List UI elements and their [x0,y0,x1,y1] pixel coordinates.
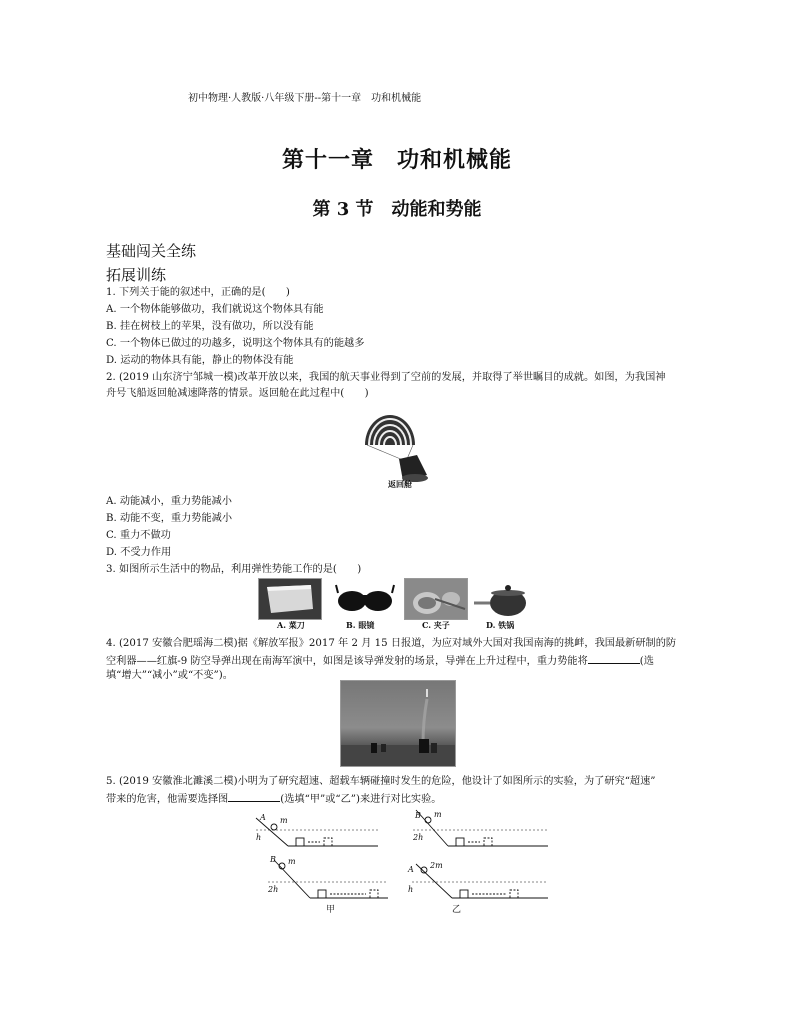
q5-stem-line1: 5. (2019 安徽淮北濉溪二模)小明为了研究超速、超载车辆碰撞时发生的危险，他设计了如图所示的实验，为了研究“超速” [106,776,656,787]
q4-answer-blank[interactable] [588,653,640,664]
label-m-1: m [280,816,288,825]
wok-image [471,578,533,620]
label-b-2: B [270,855,276,864]
missile-launch-icon [341,681,455,766]
q1-option-a: A. 一个物体能够做功，我们就说这个物体具有能 [106,304,324,315]
q1-option-c: C. 一个物体已做过的功越多，说明这个物体具有的能越多 [106,338,365,349]
sunglasses-icon [334,579,396,619]
page-header: 初中物理·人教版·八年级下册--第十一章 功和机械能 [188,93,422,104]
q1-stem: 1. 下列关于能的叙述中，正确的是( ) [106,287,290,298]
q3-caption-d: D. 铁锅 [486,620,515,630]
q2-stem-line2: 舟号飞船返回舱减速降落的情景。返回舱在此过程中( ) [106,388,369,399]
label-m-2: m [434,810,442,819]
section-title: 第 3 节 动能和势能 [312,199,482,220]
return-capsule-icon [399,455,428,482]
label-yi: 乙 [452,905,462,915]
q1-option-b: B. 挂在树枝上的苹果，没有做功，所以没有能 [106,321,314,332]
missile-launch-image [340,680,456,767]
q3-caption-a: A. 菜刀 [277,620,305,630]
chapter-title: 第十一章 功和机械能 [281,147,512,173]
q4-stem-line2-tail: (选 [639,656,654,667]
part-basic-practice: 基础闯关全练 [106,242,197,260]
capsule-figure [355,405,445,490]
clip-icon [405,579,467,619]
q5-stem-line2-tail: (选填“甲”或“乙”)来进行对比实验。 [280,794,442,805]
q4-stem-line3: 填“增大”“减小”或“不变”)。 [106,670,233,681]
label-h-2: h [408,885,414,894]
label-2m: 2m [430,861,443,870]
q4-stem-line1: 4. (2017 安徽合肥瑶海二模)据《解放军报》2017 年 2 月 15 日报道，为应对域外大国对我国南海的挑衅，我国最新研制的防 [106,638,677,649]
q2-stem-line1: 2. (2019 山东济宁邹城一模)改革开放以来，我国的航天事业得到了空前的发展，并取得了举世瞩目的成就。如图，为我国神 [106,372,666,383]
label-jia: 甲 [326,905,336,915]
label-a: A [260,813,266,822]
kitchen-knife-image [258,578,322,620]
clip-image [404,578,468,620]
q4-stem-line2 [106,653,654,669]
q2-option-b: B. 动能不变，重力势能减小 [106,513,233,524]
q2-option-d: D. 不受力作用 [106,547,172,558]
label-2h-1: 2h [413,833,424,842]
label-b-1: B [415,811,421,820]
q5-stem-line2-text: 带来的危害，他需要选择图 [106,794,229,805]
q1-option-d: D. 运动的物体具有能，静止的物体没有能 [106,355,294,366]
part-extension-training: 拓展训练 [106,266,167,284]
q3-stem: 3. 如图所示生活中的物品，利用弹性势能工作的是( ) [106,564,362,575]
q5-stem-line2 [106,791,441,807]
q4-stem-line2-text: 空利器——红旗-9 防空导弹出现在南海军演中，如图是该导弹发射的场景，导弹在上升过程中，重力势能将 [106,656,588,667]
experiment-diagram [248,808,568,918]
label-a-2: A [408,865,414,874]
label-h: h [256,833,262,842]
q2-option-a: A. 动能减小，重力势能减小 [106,496,232,507]
glasses-image [333,578,397,620]
q5-answer-blank[interactable] [228,791,280,802]
parachute-icon [365,415,415,460]
q3-caption-b: B. 眼镜 [346,620,375,630]
q2-option-c: C. 重力不做功 [106,530,171,541]
q2-figure-caption: 返回舱 [388,479,412,489]
q3-caption-c: C. 夹子 [422,620,450,630]
label-m-3: m [288,857,296,866]
wok-icon [472,579,532,619]
label-2h-2: 2h [268,885,279,894]
knife-icon [259,579,321,619]
